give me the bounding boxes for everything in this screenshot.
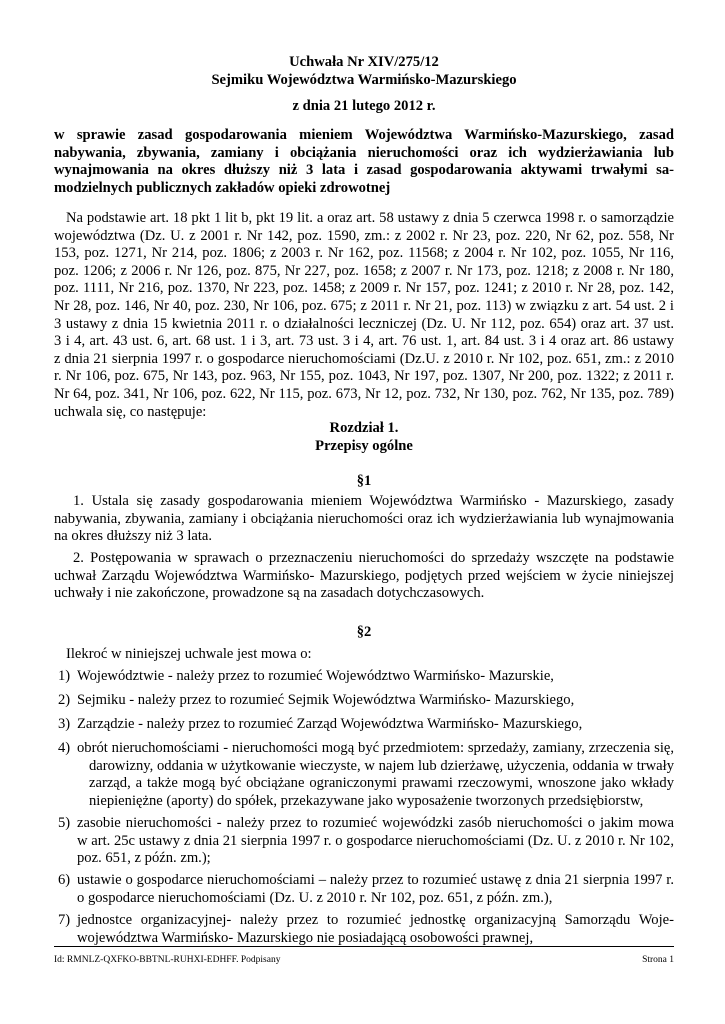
preamble-line: Nr 28, poz. 146, Nr 40, poz. 230, Nr 106, poz. 675; z 2011 r. Nr 21, poz. 113) w związku z art. 54 ust. 2 i: [54, 297, 674, 314]
item-number: 5): [58, 815, 71, 831]
preamble-line: poz. 1206; z 2006 r. Nr 126, poz. 875, Nr 227, poz. 1658; z 2007 r. Nr 173, poz. 1218; z 2008 r. Nr 180,: [54, 262, 674, 279]
definition-item: [54, 716, 674, 734]
definition-item: [54, 740, 674, 810]
paragraph-line: 2. Postępowania w sprawach o przeznaczeniu nieruchomości do sprzedaży wszczęte na podstawie: [73, 550, 674, 566]
preamble-line: Nr 64, poz. 341, Nr 106, poz. 622, Nr 115, poz. 673, Nr 12, poz. 732, Nr 130, poz. 762, Nr 135, poz. 789): [54, 385, 674, 402]
preamble-line: 3 i 4, art. 43 ust. 6, art. 68 ust. 1 i 3, art. 73 ust. 3 i 4, art. 76 ust. 1, art. 84 ust. 3 i 4 oraz art. 86 ustawy: [54, 333, 674, 350]
section1-paragraph-1: [54, 493, 674, 546]
definition-item: [54, 912, 674, 947]
section-mark-1: §1: [356, 473, 372, 489]
item-line: Zarządzie - należy przez to rozumieć Zarząd Województwa Warmińsko- Mazurskiego,: [77, 716, 583, 732]
item-number: 4): [58, 740, 71, 756]
item-line: zasobie nieruchomości - należy przez to rozumieć wojewódzki zasób nieruchomości o jakim mowa: [77, 815, 674, 831]
item-line: o gospodarce nieruchomościami (Dz. U. z 2010 r. Nr 102, poz. 651, z późn. zm.),: [77, 889, 553, 906]
chapter-title: Przepisy ogólne: [315, 438, 413, 454]
chapter-label: Rozdział 1.: [329, 420, 399, 436]
preamble-line: województwa (Dz. U. z 2001 r. Nr 142, poz. 1590, zm.: z 2002 r. Nr 23, poz. 220, Nr 62, poz. 558, Nr: [54, 227, 674, 244]
preamble-line: 153, poz. 1271, Nr 214, poz. 1806; z 2003 r. Nr 162, poz. 11568; z 2004 r. Nr 102, poz. 1055, Nr 116,: [54, 245, 674, 262]
preamble-line: uchwala się, co następuje:: [54, 403, 207, 420]
subject-line: modzielnych publicznych zakładów opieki zdrowotnej: [54, 179, 391, 196]
resolution-subject: [54, 127, 674, 197]
definition-item: [54, 668, 674, 686]
definition-item: [54, 872, 674, 907]
preamble-line: poz. 1111, Nr 216, poz. 1370, Nr 223, poz. 1458; z 2009 r. Nr 157, poz. 1241; z 2010 r. Nr 28, poz. 142,: [54, 280, 674, 297]
subject-line: wynajmowania na okres dłuższy niż 3 lata i zasad gospodarowania aktywami trwałymi sa-: [54, 162, 674, 179]
document-id: Id: RMNLZ-QXFKO-BBTNL-RUHXI-EDHFF. Podpisany: [54, 955, 281, 965]
item-line: poz. 651, z późn. zm.);: [77, 850, 211, 867]
preamble-line: z dnia 21 sierpnia 1997 r. o gospodarce nieruchomościami (Dz.U. z 2010 r. Nr 102, poz. 651, zm.: z 2010: [54, 350, 674, 367]
definition-item: [54, 692, 674, 710]
resolution-number: Uchwała Nr XIV/275/12: [289, 54, 439, 70]
definition-item: [54, 815, 674, 868]
item-line: obrót nieruchomościami - nieruchomości mogą być przedmiotem: sprzedaży, zamiany, zrzeczenia się,: [77, 740, 674, 756]
item-number: 1): [58, 668, 71, 684]
page-number: Strona 1: [642, 955, 674, 965]
preamble-line: r. Nr 106, poz. 675, Nr 143, poz. 963, Nr 155, poz. 1043, Nr 197, poz. 1307, Nr 200, poz. 1322; z 2011 r.: [54, 368, 674, 385]
item-line: w art. 25c ustawy z dnia 21 sierpnia 1997 r. o gospodarce nieruchomościami (Dz. U. z 2010 r. Nr 102,: [77, 832, 674, 849]
item-line: niepieniężne (aporty) do spółek, przekazywane jako wyposażenie tworzonych przedsiębiorstw,: [89, 792, 644, 809]
preamble-line: Na podstawie art. 18 pkt 1 lit b, pkt 19 lit. a oraz art. 58 ustawy z dnia 5 czerwca 1998 r. o samorządzie: [66, 210, 674, 226]
item-line: jednostce organizacyjnej- należy przez to rozumieć jednostkę organizacyjną Samorządu Woje-: [77, 912, 674, 928]
item-line: darowizny, oddania w użytkowanie wieczyste, w najem lub dzierżawę, użyczenia, oddania w trwały: [89, 757, 674, 774]
item-line: Sejmiku - należy przez to rozumieć Sejmik Województwa Warmińsko- Mazurskiego,: [77, 692, 575, 708]
resolution-date: z dnia 21 lutego 2012 r.: [292, 98, 436, 114]
footer-divider: [54, 946, 674, 947]
paragraph-line: 1. Ustala się zasady gospodarowania mieniem Województwa Warmińsko - Mazurskiego, zasady: [73, 493, 674, 509]
item-number: 6): [58, 872, 71, 888]
item-number: 7): [58, 912, 71, 928]
subject-line: w sprawie zasad gospodarowania mieniem Województwa Warmińsko-Mazurskiego, zasad: [54, 127, 674, 143]
paragraph-line: nabywania, zbywania, zamiany i obciążania nieruchomości oraz ich wydzierżawiania lub wynajmowania: [54, 510, 674, 527]
paragraph-line: na okres dłuższy niż 3 lata.: [54, 528, 213, 545]
item-line: województwa Warmińsko- Mazurskiego nie posiadającą osobowości prawnej,: [77, 929, 534, 946]
section-mark-2: §2: [356, 624, 372, 640]
paragraph-line: uchwały i nie zakończone, prowadzone są na zasadach dotychczasowych.: [54, 585, 485, 602]
subject-line: nabywania, zbywania, zamiany i obciążania nieruchomości oraz ich wydzierżawiania lub: [54, 144, 674, 161]
item-number: 3): [58, 716, 71, 732]
item-line: ustawie o gospodarce nieruchomościami – należy przez to rozumieć ustawę z dnia 21 sierpnia 1997 r.: [77, 872, 674, 888]
issuing-body: Sejmiku Województwa Warmińsko-Mazurskiego: [211, 72, 517, 88]
item-line: zarząd, a także mogą być obciążane ograniczonymi prawami rzeczowymi, wnoszone jako wkłady: [89, 775, 674, 792]
item-line: Województwie - należy przez to rozumieć Województwo Warmińsko- Mazurskie,: [77, 668, 554, 684]
preamble: [54, 210, 674, 421]
preamble-line: 3 ustawy z dnia 15 kwietnia 2011 r. o działalności leczniczej (Dz. U. Nr 112, poz. 654) oraz art. 37 ust.: [54, 315, 674, 332]
section2-intro: Ilekroć w niniejszej uchwale jest mowa o:: [66, 646, 312, 662]
section1-paragraph-2: [54, 550, 674, 603]
paragraph-line: uchwał Zarządu Województwa Warmińsko- Mazurskiego, podjętych przed wejściem w życie niniejszej: [54, 567, 674, 584]
item-number: 2): [58, 692, 71, 708]
